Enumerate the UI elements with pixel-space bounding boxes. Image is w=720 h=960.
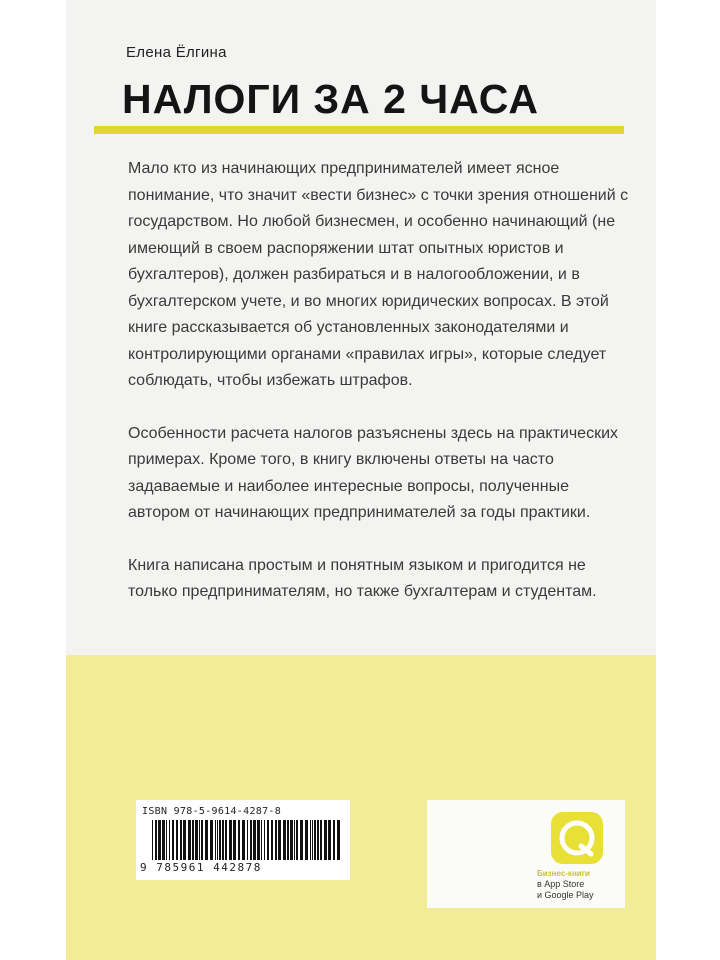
description-paragraph-3: Книга написана простым и понятным языком и пригодится не только предпринимателям, но также бухгалтерам и студентам.	[128, 556, 597, 600]
barcode-stripe	[188, 820, 191, 860]
barcode-stripe	[183, 820, 186, 860]
barcode-digits: 9 785961 442878	[140, 861, 262, 874]
store-caption-line-2: в App Store	[537, 879, 585, 889]
barcode-stripe	[205, 820, 208, 860]
barcode-stripe	[247, 820, 248, 860]
barcode-stripe	[296, 820, 298, 860]
barcode-stripe	[219, 820, 221, 860]
barcode-stripe	[225, 820, 227, 860]
barcode-stripe	[294, 820, 295, 860]
store-caption-line-1: Бизнес-книги	[537, 869, 590, 878]
barcode-stripe	[199, 820, 200, 860]
store-caption	[537, 868, 623, 901]
title-underline	[94, 126, 624, 134]
barcode-stripe	[287, 820, 289, 860]
barcode-stripe	[242, 820, 245, 860]
description-paragraph-1: Мало кто из начинающих предпринимателей имеет ясное понимание, что значит «вести бизнес» с точки зрения отношений с государством. Но любой бизнесмен, и особенно начинающий (не имеющий в своем распоряжении штат опытных юристов и бухгалтеров), должен разбираться и в налогообложении, и в бухгалтерском учете, и во многих юридических вопросах. В этой книге рассказывается об установленных законодателями и контролирующими органами «правилах игры», которые следует соблюдать, чтобы избежать штрафов.	[128, 160, 629, 389]
barcode-stripe	[278, 820, 281, 860]
app-store-badge[interactable]	[427, 800, 625, 908]
author-name: Елена Ёлгина	[126, 44, 227, 61]
barcode-stripe	[333, 820, 335, 860]
barcode-stripe	[253, 820, 256, 860]
barcode-stripe	[257, 820, 260, 860]
barcode-stripe	[261, 820, 262, 860]
book-description	[128, 156, 633, 632]
barcode-stripe	[328, 820, 331, 860]
barcode-stripe	[317, 820, 319, 860]
barcode-panel	[136, 800, 350, 880]
barcode-stripe	[305, 820, 308, 860]
book-back-cover	[66, 0, 656, 960]
store-caption-line-3: и Google Play	[537, 890, 594, 900]
barcode-bars	[152, 820, 342, 860]
book-title: НАЛОГИ ЗА 2 ЧАСА	[122, 76, 539, 122]
barcode-stripe	[267, 820, 269, 860]
barcode-stripe	[158, 820, 161, 860]
isbn-label: ISBN 978-5-9614-4287-8	[142, 806, 282, 817]
barcode-stripe	[238, 820, 240, 860]
barcode-stripe	[215, 820, 216, 860]
barcode-stripe	[222, 820, 224, 860]
barcode-stripe	[172, 820, 174, 860]
barcode-stripe	[162, 820, 165, 860]
barcode-stripe	[310, 820, 311, 860]
barcode-stripe	[233, 820, 236, 860]
barcode-stripe	[192, 820, 194, 860]
barcode-stripe	[324, 820, 327, 860]
barcode-stripe	[201, 820, 203, 860]
description-paragraph-2: Особенности расчета налогов разъяснены здесь на практических примерах. Кроме того, в книгу включены ответы на часто задаваемые и наиболее интересные вопросы, полученные автором от начинающих предпринимателей за годы практики.	[128, 424, 619, 521]
barcode-stripe	[264, 820, 265, 860]
barcode-stripe	[337, 820, 340, 860]
barcode-stripe	[152, 820, 153, 860]
barcode-stripe	[166, 820, 167, 860]
app-logo-icon	[551, 812, 603, 864]
barcode-stripe	[275, 820, 277, 860]
barcode-stripe	[314, 820, 316, 860]
barcode-stripe	[271, 820, 273, 860]
barcode-stripe	[180, 820, 182, 860]
barcode-stripe	[217, 820, 218, 860]
barcode-stripe	[300, 820, 303, 860]
barcode-stripe	[176, 820, 178, 860]
barcode-stripe	[283, 820, 286, 860]
barcode-stripe	[210, 820, 213, 860]
barcode-stripe	[250, 820, 252, 860]
barcode-stripe	[290, 820, 293, 860]
barcode-stripe	[169, 820, 170, 860]
barcode-stripe	[155, 820, 157, 860]
barcode-stripe	[195, 820, 198, 860]
barcode-stripe	[312, 820, 313, 860]
barcode-stripe	[229, 820, 232, 860]
barcode-stripe	[320, 820, 322, 860]
